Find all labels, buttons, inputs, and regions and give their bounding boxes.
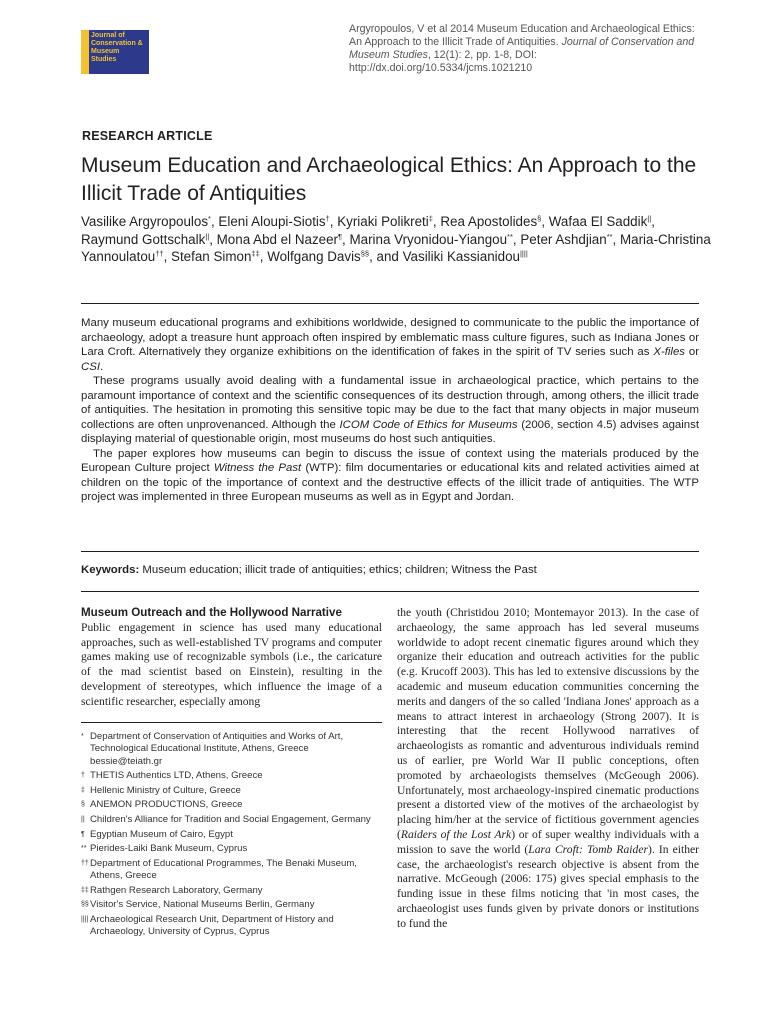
footnote <box>81 914 382 939</box>
abstract <box>81 316 699 505</box>
affiliation-mark: ‡‡ <box>251 249 260 258</box>
body-text: ). In either case, the archaeologist's research objective is absent from the narrative. McGeough (2006: 175) gives special emphasis to the funding issue in these films noticing that 'in most cases, the archaeologist uses funds given by private donors or institutions to fund the <box>397 842 699 930</box>
abstract-text: . <box>100 360 104 373</box>
affiliation-mark: ‡ <box>428 214 433 223</box>
author-name: Maria-Christina Yannoulatou <box>81 231 711 264</box>
citation-suffix: , 12(1): 2, pp. 1-8, DOI: http://dx.doi.org/10.5334/jcms.1021210 <box>349 49 537 74</box>
footnote <box>81 858 382 883</box>
author-name: Wafaa El Saddik <box>548 214 648 229</box>
divider <box>81 303 699 304</box>
footnote-mark: §§ <box>81 901 89 909</box>
footnote-mark: ** <box>81 845 87 853</box>
footnote-text: Pierides-Laiki Bank Museum, Cyprus <box>90 843 248 855</box>
author-name: Wolfgang Davis <box>267 249 361 264</box>
affiliation-mark: || <box>205 231 210 241</box>
author-name: Stefan Simon <box>171 249 252 264</box>
abstract-text: The paper explores how museums can begin to discuss the issue of context using the materials produced by the European Culture project <box>81 447 699 474</box>
affiliation-mark: |||| <box>519 249 528 258</box>
body-text: the youth (Christidou 2010; Montemayor 2013). In the case of archaeology, the same approach has led several museums worldwide to adopt recent cinematic figures around which they organize their education and outreach activities for the public (e.g. Krucoff 2003). This has led to extensive discussions by the academic and museum education communities concerning the merits and dangers of the so called 'Indiana Jones' approach as a means to attract interest in archaeology (Strong 2007). It is interesting that the recent Hollywood narratives of archaeologists as romantic and adventurous individuals remind us of earlier, pre World War II public conceptions, often promoted by archaeologists themselves (McGeough 2006). Unfortunately, most archaeology-inspired cinematic productions present a distorted view of the motives of the archaeologist by placing him/her at the service of fictitious government agencies ( <box>397 606 699 841</box>
footnote-text: Visitor's Service, National Museums Berlin, Germany <box>90 899 315 911</box>
footnote <box>81 814 382 826</box>
footnote-text: ANEMON PRODUCTIONS, Greece <box>90 799 243 811</box>
affiliation-mark: || <box>647 214 652 223</box>
abstract-italic: CSI <box>81 360 100 373</box>
footnote-text: Archaeological Research Unit, Department of History and Archaeology, University of Cyprus, Cyprus <box>90 913 334 938</box>
footnote-mark: ‡‡ <box>81 886 89 894</box>
article-type: RESEARCH ARTICLE <box>82 129 213 143</box>
abstract-paragraph <box>81 374 699 447</box>
keywords-label: Keywords: <box>81 564 140 576</box>
affiliation-mark: * <box>208 214 211 223</box>
logo-line: Studies <box>91 56 117 63</box>
footnote-mark: * <box>81 733 84 740</box>
footnote <box>81 731 382 768</box>
logo-line: Journal of <box>91 32 125 39</box>
author-name: Marina Vryonidou-Yiangou <box>349 231 508 247</box>
body-text: ) or of super wealthy individuals with a mission to save the world ( <box>397 827 700 856</box>
author-name: Peter Ashdjian <box>520 231 607 247</box>
footnote-text: Hellenic Ministry of Culture, Greece <box>90 784 241 796</box>
abstract-text: (WTP): film documentaries or educational kits and related activities aimed at children on the topic of the importance of context and the destructive effects of the illicit trade of antiquities. The WTP project was implemented in three European museums as well as in Egypt and Jordan. <box>81 462 699 503</box>
affiliation-mark: † <box>325 214 330 223</box>
affiliation-mark: ¶ <box>338 231 343 241</box>
abstract-text: These programs usually avoid dealing with a fundamental issue in archaeological practice, which pertains to the paramount importance of context and the scientific consequences of its destruction through, among others, the illicit trade of antiquities. The hesitation in promoting this sensitive topic may be due to the fact that many objects in major museum collections are often unprovenanced. Although the <box>81 375 699 431</box>
author-name: Rea Apostolides <box>440 214 538 229</box>
abstract-italic: X-files <box>653 346 685 358</box>
footnote-mark: § <box>81 801 85 809</box>
footnote-divider <box>81 722 382 723</box>
author-name: Eleni Aloupi-Siotis <box>218 214 326 229</box>
affiliation-mark: †† <box>155 249 164 258</box>
footnote-text: Rathgen Research Laboratory, Germany <box>90 884 263 896</box>
footnote-mark: ¶ <box>81 830 85 838</box>
footnote-text: Egyptian Museum of Cairo, Egypt <box>90 828 233 840</box>
abstract-text: (2006, section 4.5) advises against displaying material of questionable origin, most museums do host such antiquities. <box>81 418 699 445</box>
logo-line: Conservation & <box>91 40 143 47</box>
footnote <box>81 899 382 911</box>
footnote-text: Department of Educational Programmes, The Benaki Museum, Athens, Greece <box>90 857 357 882</box>
footnote-mark: |||| <box>81 915 89 923</box>
footnote-mark: || <box>81 815 85 823</box>
divider <box>81 551 699 552</box>
article-title: Museum Education and Archaeological Ethics: An Approach to the Illicit Trade of Antiquities <box>81 154 697 205</box>
affiliation-mark: ** <box>606 231 613 241</box>
footnote <box>81 885 382 897</box>
footnote <box>81 785 382 797</box>
affiliation-mark: §§ <box>360 249 370 258</box>
abstract-paragraph <box>81 447 699 505</box>
author-list: Vasilike Argyropoulos*, Eleni Aloupi-Siotis†, Kyriaki Polikreti‡, Rea Apostolides§, Wafaa El Saddik||, Raymund Gottschalk||, Mona Abd el Nazeer¶, Marina Vryonidou-Yiangou**, Peter Ashdjian**, Maria-Christina Yannoulatou††, Stefan Simon‡‡, Wolfgang Davis§§, and Vasiliki Kassianidou|||| <box>81 214 711 264</box>
author-name: Mona Abd el Nazeer <box>216 231 338 247</box>
citation-journal: Journal of Conservation and Museum Studies <box>349 36 695 61</box>
footnote-text: Children's Alliance for Tradition and Social Engagement, Germany <box>90 813 371 825</box>
footnote <box>81 799 382 811</box>
footnotes <box>81 731 382 941</box>
keywords-text: Museum education; illicit trade of antiquities; ethics; children; Witness the Past <box>139 564 537 576</box>
author-name: Vasilike Argyropoulos <box>81 214 209 229</box>
footnote-mark: † <box>81 772 85 780</box>
right-column <box>397 606 699 932</box>
affiliation-mark: § <box>537 214 542 223</box>
section-heading: Museum Outreach and the Hollywood Narrative <box>81 606 342 619</box>
logo-line: Museum <box>91 48 120 55</box>
footnote <box>81 770 382 782</box>
footnote-text: Department of Conservation of Antiquities and Works of Art, Technological Educational Institute, Athens, Greece bessie@teiath.gr <box>90 731 344 767</box>
footnote-text: THETIS Authentics LTD, Athens, Greece <box>90 770 263 782</box>
film-title: Raiders of the Lost Ark <box>400 827 512 841</box>
abstract-text: or <box>685 346 700 358</box>
abstract-italic: Witness the Past <box>213 462 302 474</box>
footnote <box>81 843 382 855</box>
body-text: Public engagement in science has used many educational approaches, such as well-established TV programs and computer games making use of recognizable symbols (i.e., the caricature of the mad scientist based on Einstein), resulting in the development of stereotypes, which influence the image of a scientific researcher, especially among <box>81 620 382 708</box>
abstract-italic: ICOM Code of Ethics for Museums <box>339 418 518 431</box>
footnote-mark: ‡ <box>81 786 85 794</box>
journal-logo <box>81 30 149 74</box>
abstract-text: Many museum educational programs and exhibitions worldwide, designed to communicate to the public the importance of archaeology, adopt a treasure hunt approach often inspired by emblematic mass culture figures, such as Indiana Jones or Lara Croft. Alternatively they organize exhibitions on the identification of fakes in the spirit of TV series such as <box>81 317 699 358</box>
film-title: Lara Croft: Tomb Raider <box>528 842 648 856</box>
abstract-paragraph <box>81 316 699 374</box>
citation-header <box>349 23 709 75</box>
author-name: Vasiliki Kassianidou <box>402 249 520 264</box>
citation-prefix: Argyropoulos, V et al 2014 Museum Education and Archaeological Ethics: An Approach to the Illicit Trade of Antiquities. <box>349 23 695 48</box>
footnote <box>81 829 382 841</box>
author-name: Kyriaki Polikreti <box>337 214 429 229</box>
left-column <box>81 606 382 710</box>
author-name: Raymund Gottschalk <box>81 231 206 247</box>
keywords <box>81 563 699 577</box>
divider <box>81 591 699 592</box>
affiliation-mark: ** <box>507 231 513 241</box>
footnote-mark: †† <box>81 859 89 867</box>
